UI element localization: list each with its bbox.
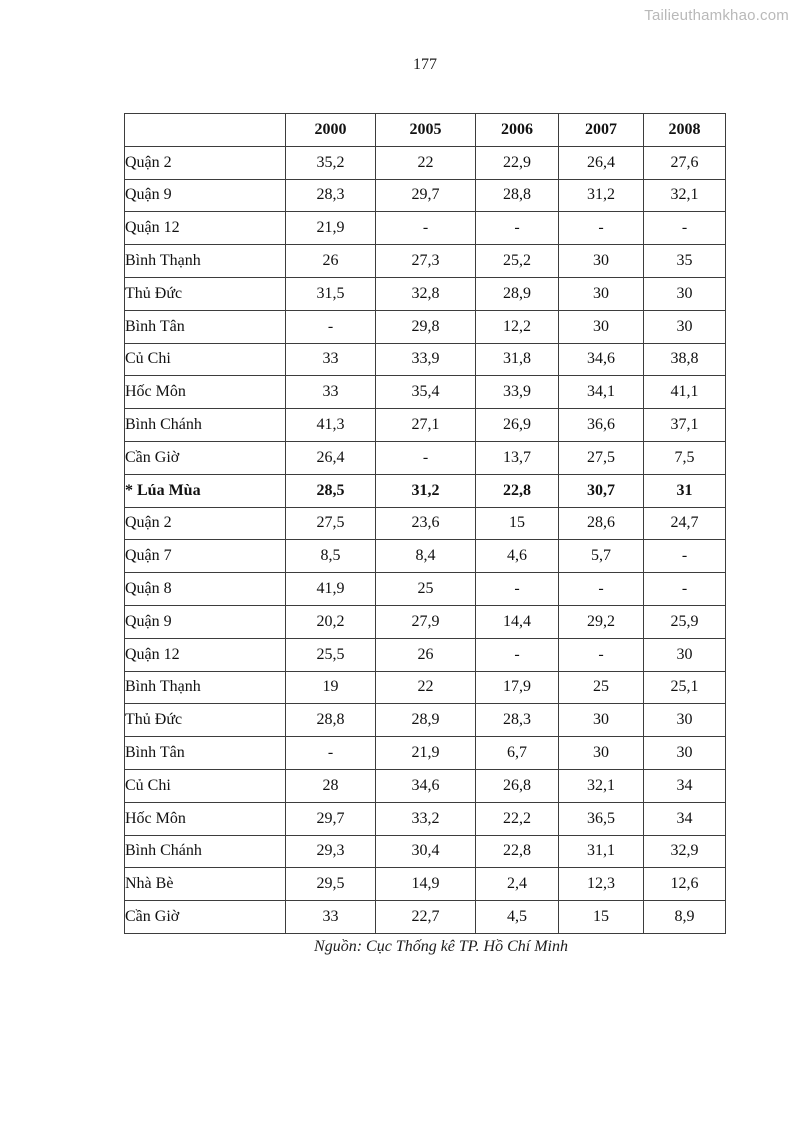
value-cell: 36,5 [559,802,644,835]
value-cell: 35,2 [286,146,376,179]
header-cell-year: 2008 [644,114,726,147]
value-cell: 29,7 [286,802,376,835]
table-row [125,474,726,507]
value-cell: 4,5 [476,901,559,934]
value-cell: 25,9 [644,605,726,638]
value-cell: 35,4 [376,376,476,409]
value-cell: 41,3 [286,409,376,442]
value-cell: 34 [644,769,726,802]
value-cell: 36,6 [559,409,644,442]
watermark-text: Tailieuthamkhao.com [644,7,789,24]
value-cell: 28,3 [476,704,559,737]
table-row [125,310,726,343]
value-cell: 34,6 [559,343,644,376]
value-cell: 30 [559,245,644,278]
value-cell: 21,9 [376,737,476,770]
statistics-table [124,113,726,934]
value-cell: 31,5 [286,277,376,310]
value-cell: 2,4 [476,868,559,901]
value-cell: 28,8 [476,179,559,212]
value-cell: 29,5 [286,868,376,901]
value-cell: 22,2 [476,802,559,835]
row-label-cell: Cần Giờ [125,441,286,474]
value-cell: 17,9 [476,671,559,704]
table-row [125,671,726,704]
value-cell: 41,1 [644,376,726,409]
row-label-cell: Bình Chánh [125,835,286,868]
value-cell: 34,1 [559,376,644,409]
value-cell: 24,7 [644,507,726,540]
value-cell: 31 [644,474,726,507]
value-cell: 33 [286,901,376,934]
value-cell: 22,8 [476,835,559,868]
table-row [125,179,726,212]
value-cell: 25,2 [476,245,559,278]
table-row [125,409,726,442]
value-cell: - [286,310,376,343]
table-header-row [125,114,726,147]
value-cell: 37,1 [644,409,726,442]
value-cell: 30,4 [376,835,476,868]
value-cell: 6,7 [476,737,559,770]
table-row [125,835,726,868]
value-cell: 22 [376,146,476,179]
value-cell: 29,3 [286,835,376,868]
value-cell: 12,6 [644,868,726,901]
header-cell-year: 2000 [286,114,376,147]
value-cell: 35 [644,245,726,278]
value-cell: 27,5 [559,441,644,474]
table-row [125,802,726,835]
value-cell: 21,9 [286,212,376,245]
value-cell: 12,2 [476,310,559,343]
value-cell: 25,1 [644,671,726,704]
value-cell: 30 [559,704,644,737]
source-note: Nguồn: Cục Thống kê TP. Hồ Chí Minh [314,938,568,955]
row-label-cell: Thủ Đức [125,704,286,737]
value-cell: 32,8 [376,277,476,310]
value-cell: 25 [376,573,476,606]
row-label-cell: Thủ Đức [125,277,286,310]
table-row [125,507,726,540]
row-label-cell: Củ Chi [125,769,286,802]
table-row [125,540,726,573]
value-cell: 27,6 [644,146,726,179]
value-cell: 26,4 [559,146,644,179]
table-row [125,146,726,179]
page-number: 177 [413,56,437,73]
header-cell-year: 2005 [376,114,476,147]
row-label-cell: Củ Chi [125,343,286,376]
table-row [125,441,726,474]
value-cell: 38,8 [644,343,726,376]
value-cell: 30 [559,737,644,770]
table-row [125,769,726,802]
value-cell: 27,5 [286,507,376,540]
value-cell: 25 [559,671,644,704]
row-label-cell: * Lúa Mùa [125,474,286,507]
value-cell: - [376,212,476,245]
row-label-cell: Quận 8 [125,573,286,606]
value-cell: 26,8 [476,769,559,802]
value-cell: 28,8 [286,704,376,737]
value-cell: 31,2 [376,474,476,507]
value-cell: 32,1 [644,179,726,212]
value-cell: 29,7 [376,179,476,212]
value-cell: 30 [644,737,726,770]
table-row [125,868,726,901]
value-cell: 15 [476,507,559,540]
table-body [125,146,726,933]
row-label-cell: Quận 9 [125,179,286,212]
row-label-cell: Bình Tân [125,310,286,343]
value-cell: 29,8 [376,310,476,343]
value-cell: 22 [376,671,476,704]
table-row [125,343,726,376]
value-cell: 31,1 [559,835,644,868]
value-cell: 22,8 [476,474,559,507]
value-cell: - [644,540,726,573]
row-label-cell: Hốc Môn [125,802,286,835]
value-cell: 7,5 [644,441,726,474]
value-cell: 30 [559,310,644,343]
value-cell: 30 [644,638,726,671]
table-row [125,573,726,606]
value-cell: 28,9 [376,704,476,737]
row-label-cell: Cần Giờ [125,901,286,934]
value-cell: - [559,212,644,245]
row-label-cell: Quận 9 [125,605,286,638]
table-row [125,737,726,770]
value-cell: 8,4 [376,540,476,573]
value-cell: - [559,573,644,606]
value-cell: 27,9 [376,605,476,638]
table-row [125,901,726,934]
row-label-cell: Nhà Bè [125,868,286,901]
row-label-cell: Hốc Môn [125,376,286,409]
value-cell: - [476,573,559,606]
row-label-cell: Quận 7 [125,540,286,573]
value-cell: 30 [644,310,726,343]
table-row [125,277,726,310]
value-cell: 20,2 [286,605,376,638]
value-cell: 30,7 [559,474,644,507]
table-row [125,245,726,278]
value-cell: 26,9 [476,409,559,442]
value-cell: - [644,573,726,606]
row-label-cell: Quận 12 [125,638,286,671]
value-cell: 22,9 [476,146,559,179]
row-label-cell: Bình Chánh [125,409,286,442]
value-cell: 8,5 [286,540,376,573]
table-row [125,212,726,245]
value-cell: 27,3 [376,245,476,278]
value-cell: 13,7 [476,441,559,474]
table-row [125,605,726,638]
value-cell: 28 [286,769,376,802]
value-cell: 14,9 [376,868,476,901]
value-cell: 25,5 [286,638,376,671]
table-row [125,376,726,409]
value-cell: 33,2 [376,802,476,835]
value-cell: 31,8 [476,343,559,376]
header-cell-blank [125,114,286,147]
value-cell: - [376,441,476,474]
row-label-cell: Quận 12 [125,212,286,245]
row-label-cell: Bình Tân [125,737,286,770]
value-cell: 33 [286,376,376,409]
value-cell: 5,7 [559,540,644,573]
value-cell: - [476,212,559,245]
value-cell: - [559,638,644,671]
value-cell: 34,6 [376,769,476,802]
value-cell: 28,5 [286,474,376,507]
value-cell: 33,9 [476,376,559,409]
value-cell: 28,9 [476,277,559,310]
row-label-cell: Bình Thạnh [125,245,286,278]
value-cell: 30 [644,704,726,737]
value-cell: 33 [286,343,376,376]
value-cell: 26 [286,245,376,278]
value-cell: 28,6 [559,507,644,540]
header-cell-year: 2006 [476,114,559,147]
value-cell: 34 [644,802,726,835]
table-row [125,638,726,671]
value-cell: 31,2 [559,179,644,212]
table-row [125,704,726,737]
value-cell: 12,3 [559,868,644,901]
header-cell-year: 2007 [559,114,644,147]
value-cell: 15 [559,901,644,934]
value-cell: 26 [376,638,476,671]
row-label-cell: Quận 2 [125,507,286,540]
value-cell: 4,6 [476,540,559,573]
value-cell: 14,4 [476,605,559,638]
value-cell: - [476,638,559,671]
value-cell: 8,9 [644,901,726,934]
value-cell: 41,9 [286,573,376,606]
value-cell: 32,1 [559,769,644,802]
value-cell: 22,7 [376,901,476,934]
value-cell: 23,6 [376,507,476,540]
value-cell: 29,2 [559,605,644,638]
row-label-cell: Bình Thạnh [125,671,286,704]
value-cell: 30 [559,277,644,310]
value-cell: 19 [286,671,376,704]
row-label-cell: Quận 2 [125,146,286,179]
value-cell: 33,9 [376,343,476,376]
value-cell: 27,1 [376,409,476,442]
value-cell: 32,9 [644,835,726,868]
value-cell: 30 [644,277,726,310]
value-cell: - [644,212,726,245]
value-cell: 28,3 [286,179,376,212]
value-cell: 26,4 [286,441,376,474]
value-cell: - [286,737,376,770]
